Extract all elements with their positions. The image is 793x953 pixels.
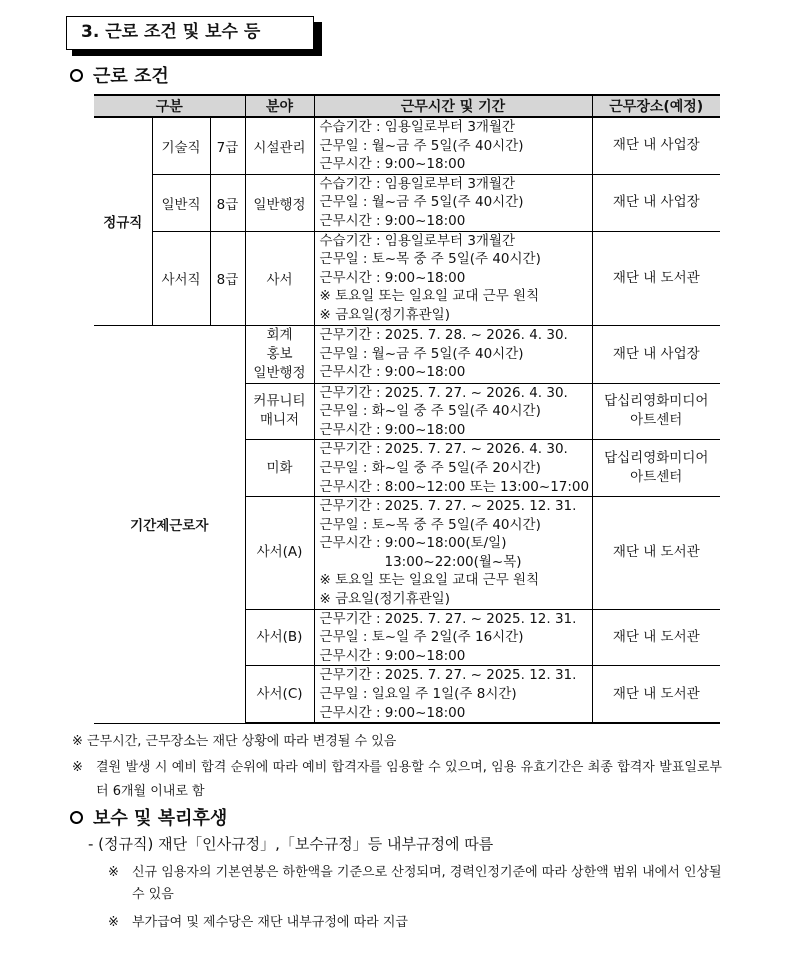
condition-line: 근무기간 : 2025. 7. 27. ~ 2025. 12. 31. [319, 498, 577, 515]
work-conditions-cell [314, 174, 592, 231]
work-place [592, 383, 720, 440]
field-line: 커뮤니티 [253, 393, 306, 410]
condition-line: 근무시간 : 9:00~18:00 [319, 269, 466, 286]
field-line: 일반행정 [253, 364, 306, 381]
job-field [245, 497, 314, 610]
condition-line: 수습기간 : 임용일로부터 3개월간 [319, 232, 516, 249]
reference-mark-icon: ※ [108, 865, 119, 880]
table-row [94, 117, 720, 174]
note-body: 결원 발생 시 예비 합격 순위에 따라 예비 합격자를 임용할 수 있으며, 임용 유효기간은 최종 합격자 발표일로부터 6개월 이내로 함 [96, 760, 722, 799]
job-field: 일반행정 [245, 174, 314, 231]
reference-mark-icon: ※ [72, 760, 83, 775]
condition-line: 근무일 : 월~금 주 5일(주 40시간) [319, 194, 524, 211]
condition-line: ※ 금요일(정기휴관일) [319, 591, 450, 608]
group-fixed-term: 기간제근로자 [94, 325, 245, 723]
condition-line: 근무시간 : 9:00~18:00 [319, 704, 466, 721]
field-line: 미화 [266, 459, 293, 476]
condition-line: 근무일 : 화~일 중 주 5일(주 20시간) [319, 459, 541, 476]
condition-line: 근무일 : 토~일 주 2일(주 16시간) [319, 629, 524, 646]
table-row [94, 325, 720, 383]
job-field: 시설관리 [245, 117, 314, 174]
place-line: 아트센터 [630, 412, 683, 429]
condition-line: 근무일 : 일요일 주 1일(주 8시간) [319, 686, 517, 703]
condition-line: 근무기간 : 2025. 7. 27. ~ 2025. 12. 31. [319, 610, 577, 627]
field-line: 사서(A) [256, 544, 303, 561]
job-field [245, 383, 314, 440]
condition-line: 근무기간 : 2025. 7. 27. ~ 2026. 4. 30. [319, 441, 568, 458]
condition-line: ※ 토요일 또는 일요일 교대 근무 원칙 [319, 572, 540, 589]
work-place [592, 666, 720, 723]
work-conditions-cell [314, 440, 592, 497]
work-conditions-cell [314, 325, 592, 383]
work-conditions-cell [314, 231, 592, 325]
condition-line: 근무시간 : 9:00~18:00 [319, 647, 466, 664]
place-line: 재단 내 도서관 [612, 544, 700, 561]
condition-line: 근무기간 : 2025. 7. 28. ~ 2026. 4. 30. [319, 327, 568, 344]
condition-line: 근무시간 : 9:00~18:00 [319, 364, 466, 381]
condition-line: 근무일 : 월~금 주 5일(주 40시간) [319, 345, 524, 362]
circle-bullet-icon [70, 811, 83, 824]
work-place [592, 497, 720, 610]
note-body: 부가급여 및 제수당은 재단 내부규정에 따라 지급 [132, 915, 408, 930]
work-conditions-cell [314, 609, 592, 666]
pay-heading [70, 804, 227, 830]
table-row [94, 174, 720, 231]
work-conditions-cell [314, 117, 592, 174]
place-line: 재단 내 도서관 [612, 629, 700, 646]
condition-line: 근무일 : 화~일 중 주 5일(주 40시간) [319, 403, 541, 420]
job-grade: 8급 [210, 231, 245, 325]
place-line: 답십리영화미디어 [604, 393, 709, 410]
place-line: 재단 내 도서관 [612, 685, 700, 702]
job-field [245, 440, 314, 497]
header-category: 구분 [94, 95, 245, 117]
header-field: 분야 [245, 95, 314, 117]
condition-line: 근무시간 : 9:00~18:00(토/일) [319, 535, 507, 552]
condition-line: 근무시간 : 9:00~18:00 [319, 156, 466, 173]
field-line: 사서(B) [256, 629, 303, 646]
place-line: 답십리영화미디어 [604, 450, 709, 467]
job-field [245, 609, 314, 666]
work-place: 재단 내 도서관 [592, 231, 720, 325]
condition-line: 근무시간 : 9:00~18:00 [319, 212, 466, 229]
place-line: 재단 내 사업장 [612, 345, 700, 362]
work-place [592, 440, 720, 497]
conditions-table [94, 94, 720, 724]
note-body: 신규 임용자의 기본연봉은 하한액을 기준으로 산정되며, 경력인정기준에 따라 상한액 범위 내에서 인상될 수 있음 [132, 865, 722, 902]
condition-line: 근무기간 : 2025. 7. 27. ~ 2026. 4. 30. [319, 384, 568, 401]
condition-line: 근무시간 : 8:00~12:00 또는 13:00~17:00 [319, 478, 590, 495]
heading-text: 보수 및 복리후생 [93, 808, 228, 829]
condition-line: 근무시간 : 9:00~18:00 [319, 421, 466, 438]
condition-line: 13:00~22:00(월~목) [384, 553, 522, 570]
field-line: 매니저 [259, 412, 300, 429]
work-conditions-heading [70, 62, 169, 88]
heading-text: 근로 조건 [93, 66, 169, 87]
place-line: 아트센터 [630, 469, 683, 486]
job-type: 사서직 [152, 231, 210, 325]
reference-mark-icon: ※ [108, 915, 119, 930]
job-field [245, 666, 314, 723]
condition-line: 수습기간 : 임용일로부터 3개월간 [319, 175, 516, 192]
section-title: 3. 근로 조건 및 보수 등 [66, 16, 314, 50]
work-place [592, 325, 720, 383]
field-line: 사서(C) [256, 685, 303, 702]
header-place: 근무장소(예정) [592, 95, 720, 117]
work-place: 재단 내 사업장 [592, 174, 720, 231]
job-grade: 8급 [210, 174, 245, 231]
condition-line: ※ 금요일(정기휴관일) [319, 306, 450, 323]
job-field: 사서 [245, 231, 314, 325]
pay-sub-note [108, 862, 723, 906]
header-hours: 근무시간 및 기간 [314, 95, 592, 117]
group-regular: 정규직 [94, 117, 152, 325]
condition-line: 근무일 : 토~목 중 주 5일(주 40시간) [319, 251, 541, 268]
table-row [94, 231, 720, 325]
condition-line: 근무일 : 월~금 주 5일(주 40시간) [319, 137, 524, 154]
pay-sub-note [108, 912, 723, 934]
field-line: 홍보 [266, 345, 293, 362]
work-place: 재단 내 사업장 [592, 117, 720, 174]
note-text: ※ 근무시간, 근무장소는 재단 상황에 따라 변경될 수 있음 [72, 734, 397, 749]
field-line: 회계 [266, 326, 293, 343]
work-conditions-cell [314, 497, 592, 610]
condition-line: ※ 토요일 또는 일요일 교대 근무 원칙 [319, 288, 540, 305]
note-text [72, 756, 722, 804]
work-conditions-cell [314, 383, 592, 440]
table-header-row [94, 95, 720, 117]
job-type: 기술직 [152, 117, 210, 174]
condition-line: 근무일 : 토~목 중 주 5일(주 40시간) [319, 516, 541, 533]
condition-line: 근무기간 : 2025. 7. 27. ~ 2025. 12. 31. [319, 667, 577, 684]
job-type: 일반직 [152, 174, 210, 231]
job-grade: 7급 [210, 117, 245, 174]
section-title-shadow [72, 50, 322, 56]
work-place [592, 609, 720, 666]
circle-bullet-icon [70, 69, 83, 82]
condition-line: 수습기간 : 임용일로부터 3개월간 [319, 119, 516, 135]
work-conditions-cell [314, 666, 592, 723]
pay-regulation-line: - (정규직) 재단「인사규정」,「보수규정」등 내부규정에 따름 [88, 835, 494, 853]
job-field [245, 325, 314, 383]
